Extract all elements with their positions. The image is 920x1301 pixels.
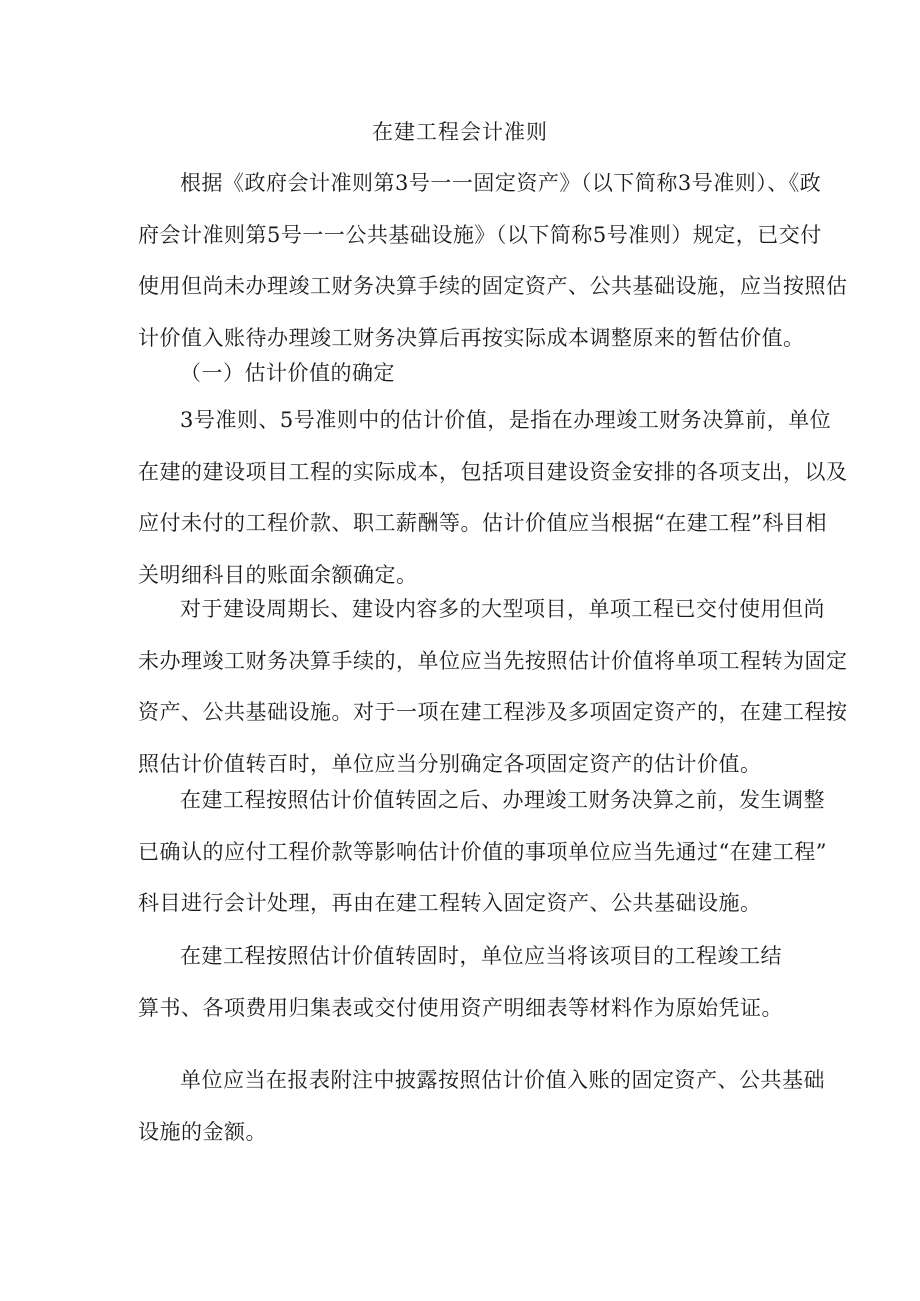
- paragraph-line: 科目进行会计处理，再由在建工程转入固定资产、公共基础设施。: [138, 891, 762, 915]
- paragraph-line: 已确认的应付工程价款等影响估计价值的事项单位应当先通过“在建工程”: [138, 839, 827, 864]
- paragraph-vouchers: [138, 931, 818, 1034]
- paragraph-line: 根据《政府会计准则第3号一一固定资产》（以下简称3号准则）、《政: [180, 171, 822, 195]
- section-heading-text: （一）估计价值的确定: [180, 361, 395, 385]
- paragraph-line: 在建的建设项目工程的实际成本，包括项目建设资金安排的各项支出，以及: [138, 459, 848, 484]
- paragraph-line: 应付未付的工程价款、职工薪酬等。估计价值应当根据“在建工程”科目相: [138, 511, 827, 535]
- paragraph-line: 在建工程按照估计价值转固之后、办理竣工财务决算之前，发生调整: [180, 788, 825, 812]
- paragraph-intro: [138, 158, 848, 364]
- document-title: 在建工程会计准则: [372, 120, 548, 144]
- paragraph-line: 单位应当在报表附注中披露按照估计价值入账的固定资产、公共基础: [180, 1068, 825, 1092]
- paragraph-line: 设施的金额。: [138, 1119, 267, 1144]
- paragraph-line: 关明细科目的账面余额确定。: [138, 562, 418, 587]
- paragraph-disclosure: [138, 1055, 825, 1158]
- section-heading: [138, 348, 818, 400]
- paragraph-estimated-value: [138, 395, 848, 601]
- paragraph-line: 对于建设周期长、建设内容多的大型项目，单项工程已交付使用但尚: [180, 597, 825, 621]
- paragraph-line: 算书、各项费用归集表或交付使用资产明细表等材料作为原始凭证。: [138, 995, 783, 1020]
- paragraph-line: 未办理竣工财务决算手续的，单位应当先按照估计价值将单项工程转为固定: [138, 648, 848, 673]
- paragraph-line: 资产、公共基础设施。对于一项在建工程涉及多项固定资产的，在建工程按: [138, 700, 848, 724]
- paragraph-line: 3号准则、5号准则中的估计价值，是指在办理竣工财务决算前，单位: [180, 408, 832, 432]
- paragraph-adjustment: [138, 775, 827, 930]
- paragraph-line: 在建工程按照估计价值转固时，单位应当将该项目的工程竣工结: [180, 944, 782, 968]
- paragraph-line: 计价值入账待办理竣工财务决算后再按实际成本调整原来的暂估价值。: [138, 325, 805, 350]
- paragraph-line: 照估计价值转百时，单位应当分别确定各项固定资产的估计价值。: [138, 751, 762, 776]
- paragraph-line: 府会计准则第5号一一公共基础设施》（以下简称5号准则）规定，已交付: [138, 222, 822, 247]
- paragraph-large-projects: [138, 584, 848, 790]
- paragraph-line: 使用但尚未办理竣工财务决算手续的固定资产、公共基础设施，应当按照估: [138, 274, 848, 298]
